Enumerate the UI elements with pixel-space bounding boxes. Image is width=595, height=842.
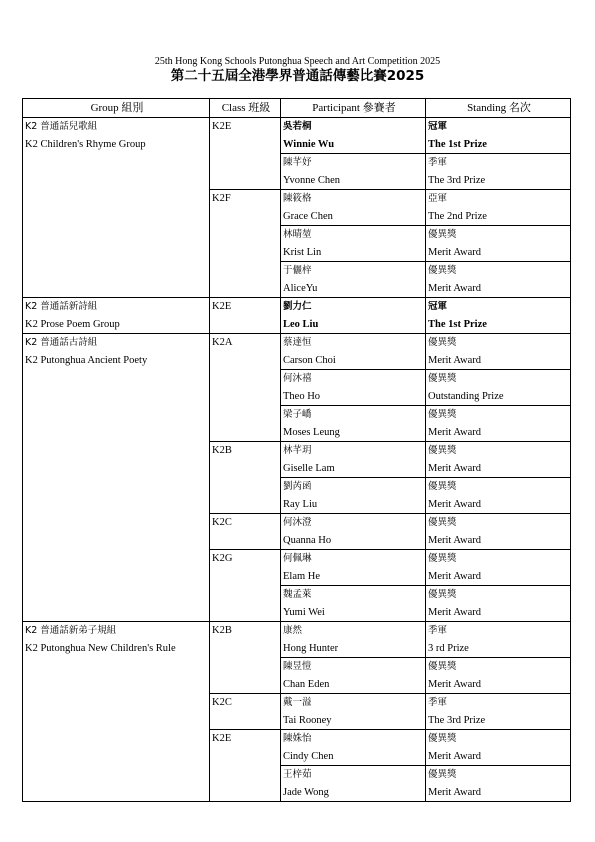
group-name-en: K2 Putonghua New Children's Rule: [25, 642, 176, 654]
standing-en: Merit Award: [428, 462, 481, 474]
group-name-zh: K2 普通話兒歌組: [25, 121, 98, 132]
participant-name-zh: 魏孟萊: [283, 589, 312, 600]
participant-cell: [281, 298, 426, 334]
class-cell: [210, 298, 281, 334]
table-row: [23, 118, 571, 154]
participant-name-en: Theo Ho: [283, 390, 321, 402]
standing-en: The 3rd Prize: [428, 174, 486, 186]
participant-cell: [281, 730, 426, 766]
participant-cell: [281, 190, 426, 226]
column-header-standing: Standing 名次: [426, 99, 571, 118]
participant-cell: [281, 118, 426, 154]
class-cell: [210, 730, 281, 802]
group-name-en: K2 Putonghua Ancient Poety: [25, 354, 148, 366]
participant-name-zh: 王梓茹: [283, 769, 312, 780]
group-cell: [23, 298, 210, 334]
standing-en: Merit Award: [428, 426, 481, 438]
standing-en: Merit Award: [428, 354, 481, 366]
standing-en: Merit Award: [428, 282, 481, 294]
table-header-row: [23, 99, 571, 118]
class-name: K2E: [212, 301, 232, 312]
participant-cell: [281, 694, 426, 730]
group-name-zh: K2 普通話新弟子規組: [25, 625, 117, 636]
participant-name-en: Grace Chen: [283, 210, 333, 222]
standing-zh: 優異獎: [428, 517, 457, 528]
participant-name-zh: 何沐禧: [283, 373, 312, 384]
standing-cell: [426, 766, 571, 802]
class-cell: [210, 442, 281, 514]
participant-cell: [281, 478, 426, 514]
standing-en: The 1st Prize: [428, 318, 487, 330]
standing-zh: 冠軍: [428, 301, 448, 312]
participant-cell: [281, 766, 426, 802]
standing-en: 3 rd Prize: [428, 642, 469, 654]
participant-cell: [281, 406, 426, 442]
standing-cell: [426, 442, 571, 478]
participant-name-en: Jade Wong: [283, 786, 329, 798]
participant-name-zh: 陳筱格: [283, 193, 312, 204]
standing-zh: 優異獎: [428, 445, 457, 456]
participant-name-zh: 梁子嶠: [283, 409, 312, 420]
standing-cell: [426, 586, 571, 622]
standing-zh: 優異獎: [428, 265, 457, 276]
table-row: [23, 622, 571, 658]
standing-zh: 亞軍: [428, 193, 448, 204]
participant-cell: [281, 550, 426, 586]
standing-cell: [426, 298, 571, 334]
group-cell: [23, 118, 210, 298]
standing-cell: [426, 550, 571, 586]
standing-cell: [426, 370, 571, 406]
participant-name-zh: 劉芮函: [283, 481, 312, 492]
participant-name-zh: 陳昱愷: [283, 661, 312, 672]
standing-en: Merit Award: [428, 678, 481, 690]
participant-name-en: Giselle Lam: [283, 462, 335, 474]
participant-name-en: Elam He: [283, 570, 321, 582]
class-cell: [210, 190, 281, 298]
participant-name-en: Cindy Chen: [283, 750, 334, 762]
group-name-en: K2 Prose Poem Group: [25, 318, 120, 330]
column-header-participant: Participant 參賽者: [281, 99, 426, 118]
standing-en: Merit Award: [428, 498, 481, 510]
participant-name-en: AliceYu: [283, 282, 318, 294]
participant-cell: [281, 442, 426, 478]
standing-cell: [426, 154, 571, 190]
standing-en: Merit Award: [428, 786, 481, 798]
standing-en: Merit Award: [428, 750, 481, 762]
standing-cell: [426, 730, 571, 766]
standing-en: The 3rd Prize: [428, 714, 486, 726]
column-header-class: Class 班級: [210, 99, 281, 118]
standing-cell: [426, 118, 571, 154]
participant-cell: [281, 262, 426, 298]
standing-zh: 優異獎: [428, 553, 457, 564]
participant-name-zh: 陳芊妤: [283, 157, 312, 168]
class-cell: [210, 550, 281, 622]
participant-name-zh: 林芊玥: [283, 445, 312, 456]
participant-name-en: Quanna Ho: [283, 534, 332, 546]
standing-cell: [426, 226, 571, 262]
standing-cell: [426, 262, 571, 298]
participant-name-zh: 何佩琳: [283, 553, 312, 564]
standing-zh: 優異獎: [428, 481, 457, 492]
standing-cell: [426, 334, 571, 370]
table-row: [23, 334, 571, 370]
standing-cell: [426, 190, 571, 226]
participant-name-en: Chan Eden: [283, 678, 330, 690]
participant-name-zh: 康然: [283, 625, 303, 636]
standing-zh: 優異獎: [428, 373, 457, 384]
standing-zh: 季軍: [428, 697, 448, 708]
participant-name-zh: 陳姝怡: [283, 733, 312, 744]
participant-name-en: Yumi Wei: [283, 606, 325, 618]
class-cell: [210, 694, 281, 730]
participant-name-zh: 于儷梓: [283, 265, 312, 276]
participant-cell: [281, 154, 426, 190]
participant-name-en: Ray Liu: [283, 498, 318, 510]
participant-name-en: Krist Lin: [283, 246, 322, 258]
standing-zh: 季軍: [428, 625, 448, 636]
standing-zh: 優異獎: [428, 733, 457, 744]
standing-zh: 優異獎: [428, 409, 457, 420]
standing-cell: [426, 406, 571, 442]
class-name: K2E: [212, 733, 232, 744]
class-name: K2F: [212, 193, 231, 204]
standing-zh: 優異獎: [428, 229, 457, 240]
group-name-zh: K2 普通話新詩組: [25, 301, 98, 312]
class-name: K2G: [212, 553, 233, 564]
standing-zh: 優異獎: [428, 769, 457, 780]
standing-zh: 冠軍: [428, 121, 448, 132]
participant-name-en: Yvonne Chen: [283, 174, 340, 186]
participant-cell: [281, 370, 426, 406]
participant-name-zh: 蔡達恒: [283, 337, 312, 348]
participant-name-zh: 林晴堃: [283, 229, 312, 240]
class-cell: [210, 514, 281, 550]
participant-cell: [281, 514, 426, 550]
standing-en: Merit Award: [428, 570, 481, 582]
results-table: [22, 98, 571, 802]
table-row: [23, 298, 571, 334]
group-name-zh: K2 普通話古詩組: [25, 337, 98, 348]
standing-en: Merit Award: [428, 246, 481, 258]
group-name-en: K2 Children's Rhyme Group: [25, 138, 146, 150]
class-name: K2B: [212, 445, 232, 456]
class-name: K2A: [212, 337, 233, 348]
class-cell: [210, 622, 281, 694]
participant-cell: [281, 658, 426, 694]
standing-cell: [426, 514, 571, 550]
standing-en: Merit Award: [428, 606, 481, 618]
participant-name-en: Carson Choi: [283, 354, 336, 366]
participant-cell: [281, 622, 426, 658]
standing-cell: [426, 622, 571, 658]
results-body: [23, 118, 571, 802]
participant-name-en: Winnie Wu: [283, 138, 335, 150]
standing-en: Outstanding Prize: [428, 390, 504, 402]
class-cell: [210, 334, 281, 442]
class-name: K2B: [212, 625, 232, 636]
standing-en: The 1st Prize: [428, 138, 487, 150]
standing-zh: 優異獎: [428, 661, 457, 672]
standing-zh: 優異獎: [428, 337, 457, 348]
standing-zh: 季軍: [428, 157, 448, 168]
participant-cell: [281, 334, 426, 370]
participant-name-zh: 戴一溢: [283, 697, 312, 708]
participant-name-en: Moses Leung: [283, 426, 340, 438]
standing-zh: 優異獎: [428, 589, 457, 600]
standing-cell: [426, 478, 571, 514]
class-cell: [210, 118, 281, 190]
participant-name-en: Hong Hunter: [283, 642, 339, 654]
participant-name-en: Tai Rooney: [283, 714, 332, 726]
standing-en: Merit Award: [428, 534, 481, 546]
participant-name-zh: 何沐澄: [283, 517, 312, 528]
participant-cell: [281, 226, 426, 262]
standing-cell: [426, 658, 571, 694]
class-name: K2C: [212, 517, 232, 528]
participant-cell: [281, 586, 426, 622]
class-name: K2C: [212, 697, 232, 708]
class-name: K2E: [212, 121, 232, 132]
participant-name-en: Leo Liu: [283, 318, 319, 330]
competition-title-zh: 第二十五屆全港學界普通話傳藝比賽2025: [170, 68, 425, 84]
group-cell: [23, 334, 210, 622]
standing-en: The 2nd Prize: [428, 210, 487, 222]
participant-name-zh: 吳若桐: [283, 121, 312, 132]
participant-name-zh: 劉力仁: [283, 301, 312, 312]
group-cell: [23, 622, 210, 802]
competition-title-en: 25th Hong Kong Schools Putonghua Speech and Art Competition 2025: [154, 56, 441, 67]
column-header-group: Group 組別: [23, 99, 210, 118]
standing-cell: [426, 694, 571, 730]
